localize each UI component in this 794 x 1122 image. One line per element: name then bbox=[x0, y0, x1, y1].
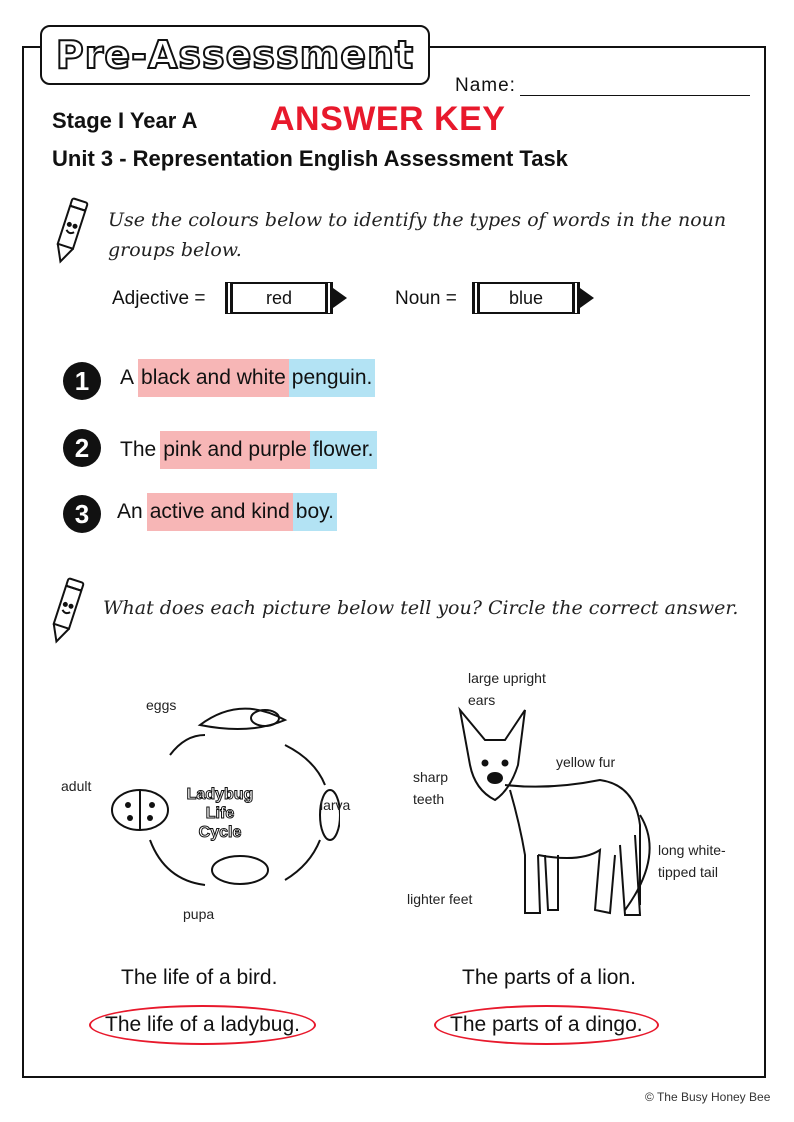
label-tail bbox=[658, 839, 726, 883]
red-crayon-label: red bbox=[225, 282, 333, 314]
unit-title: Unit 3 - Representation English Assessment Task bbox=[52, 146, 568, 171]
lead-word: The bbox=[120, 438, 157, 461]
adjective-highlight: black and white bbox=[138, 359, 289, 397]
label-fur: yellow fur bbox=[556, 754, 616, 770]
crayon-tip-icon bbox=[333, 288, 347, 308]
label-tail-line: long white- bbox=[658, 842, 726, 858]
name-field[interactable] bbox=[520, 95, 750, 96]
option-lion[interactable]: The parts of a lion. bbox=[462, 966, 636, 989]
label-eggs: eggs bbox=[146, 697, 177, 713]
label-teeth-line: sharp bbox=[413, 769, 449, 785]
pupa-icon bbox=[212, 856, 268, 884]
stage-label: Stage I Year A bbox=[52, 108, 198, 133]
copyright bbox=[645, 1090, 770, 1104]
label-adult: adult bbox=[61, 778, 92, 794]
noun-highlight: boy. bbox=[293, 493, 337, 531]
label-teeth-line: teeth bbox=[413, 791, 445, 807]
noun-group-3 bbox=[117, 493, 337, 531]
noun-highlight: penguin. bbox=[289, 359, 376, 397]
option-bird[interactable]: The life of a bird. bbox=[121, 966, 278, 989]
blue-crayon bbox=[472, 282, 594, 314]
noun-highlight: flower. bbox=[310, 431, 377, 469]
lead-word: A bbox=[120, 366, 135, 389]
copyright-icon: © bbox=[645, 1090, 654, 1104]
dingo-belly bbox=[538, 850, 615, 913]
life-cycle-title bbox=[165, 785, 275, 842]
cycle-arrow bbox=[150, 840, 205, 885]
lead-word: An bbox=[117, 500, 143, 523]
dingo-illustration bbox=[450, 705, 670, 925]
noun-group-1 bbox=[120, 359, 375, 397]
section2-instruction: What does each picture below tell you? Circle the correct answer. bbox=[103, 597, 739, 619]
dingo-front-leg bbox=[545, 855, 558, 910]
label-ears-line: ears bbox=[468, 692, 496, 708]
life-cycle-title-line: Cycle bbox=[198, 824, 242, 841]
page-title: Pre-Assessment bbox=[55, 33, 415, 77]
answer-key-label: ANSWER KEY bbox=[270, 100, 506, 138]
title-banner bbox=[40, 25, 430, 85]
cycle-arrow bbox=[170, 735, 205, 755]
cycle-arrow bbox=[285, 745, 325, 785]
life-cycle-title-line: Life bbox=[205, 805, 235, 822]
life-cycle-title-line: Ladybug bbox=[186, 786, 254, 803]
noun-group-2 bbox=[120, 431, 377, 469]
label-ears-line: large upright bbox=[468, 670, 546, 686]
item-number: 3 bbox=[63, 495, 101, 533]
name-label: Name: bbox=[455, 75, 516, 96]
option-dingo-circled[interactable]: The parts of a dingo. bbox=[434, 1005, 659, 1045]
option-ladybug-circled[interactable]: The life of a ladybug. bbox=[89, 1005, 316, 1045]
label-feet: lighter feet bbox=[407, 891, 473, 907]
copyright-text: The Busy Honey Bee bbox=[656, 1090, 771, 1104]
label-tail-line: tipped tail bbox=[658, 864, 718, 880]
adjective-highlight: pink and purple bbox=[160, 431, 310, 469]
dingo-front-leg bbox=[510, 790, 540, 913]
adjective-legend-label: Adjective = bbox=[112, 288, 206, 309]
item-number: 2 bbox=[63, 429, 101, 467]
label-ears bbox=[468, 667, 546, 711]
blue-crayon-label: blue bbox=[472, 282, 580, 314]
red-crayon bbox=[225, 282, 347, 314]
label-larva: larva bbox=[320, 797, 351, 813]
adjective-highlight: active and kind bbox=[147, 493, 293, 531]
pencil-icon bbox=[46, 575, 86, 650]
crayon-tip-icon bbox=[580, 288, 594, 308]
pencil-icon bbox=[50, 195, 90, 270]
label-pupa: pupa bbox=[183, 906, 215, 922]
item-number: 1 bbox=[63, 362, 101, 400]
cycle-arrow bbox=[285, 840, 320, 880]
noun-legend-label: Noun = bbox=[395, 288, 457, 309]
section1-instruction: Use the colours below to identify the types of words in the noun groups below. bbox=[108, 209, 727, 261]
label-teeth bbox=[413, 766, 448, 810]
